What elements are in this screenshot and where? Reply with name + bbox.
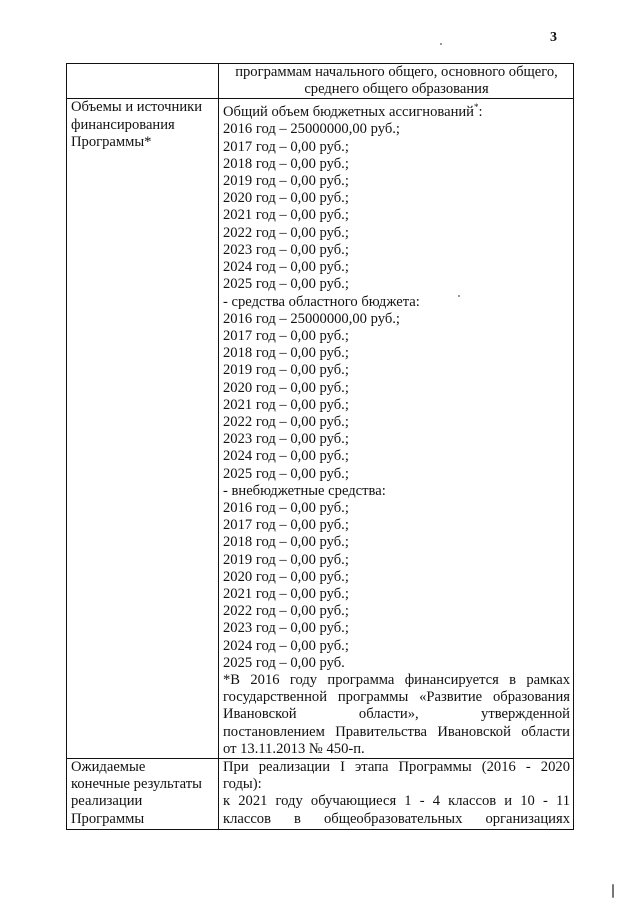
- footnote-last-line: от 13.11.2013 № 450-п.: [223, 740, 365, 757]
- regional-line: 2020 год – 0,00 руб.;: [223, 379, 349, 396]
- regional-heading: - средства областного бюджета:: [223, 293, 420, 310]
- table-row: [67, 758, 574, 829]
- footnote-line: постановлением Правительства Ивановской области: [223, 723, 570, 740]
- row2-left-cell: [67, 99, 219, 759]
- table-row: [67, 99, 574, 759]
- total-line: 2025 год – 0,00 руб.;: [223, 276, 349, 293]
- row1-line-2: среднего общего образования: [304, 81, 489, 98]
- total-line: 2024 год – 0,00 руб.;: [223, 259, 349, 276]
- total-line: 2019 год – 0,00 руб.;: [223, 173, 349, 190]
- regional-line: 2018 год – 0,00 руб.;: [223, 345, 349, 362]
- results-line: к 2021 году обучающиеся 1 - 4 классов и 10 - 11: [223, 793, 570, 810]
- total-line: 2017 год – 0,00 руб.;: [223, 138, 349, 155]
- extra-budget-line: 2025 год – 0,00 руб.: [223, 654, 345, 671]
- total-heading-mark: *: [474, 102, 479, 113]
- extra-budget-line: 2024 год – 0,00 руб.;: [223, 637, 349, 654]
- row2-left-line: Объемы и источники: [71, 99, 203, 116]
- total-heading-end: :: [478, 104, 483, 121]
- footnote-line: *В 2016 году программа финансируется в рамках: [223, 671, 570, 688]
- regional-line: 2017 год – 0,00 руб.;: [223, 327, 349, 344]
- extra-budget-line: 2018 год – 0,00 руб.;: [223, 534, 349, 551]
- footnote-line: государственной программы «Развитие образования: [223, 689, 570, 706]
- total-line: 2022 год – 0,00 руб.;: [223, 224, 349, 241]
- regional-line: 2022 год – 0,00 руб.;: [223, 413, 349, 430]
- row1-line-1: программам начального общего, основного общего,: [235, 64, 558, 80]
- row3-left-line: реализации: [71, 793, 143, 810]
- row3-left-cell: [67, 758, 219, 829]
- row3-left-line: Ожидаемые: [71, 758, 146, 775]
- regional-line: 2016 год – 25000000,00 руб.;: [223, 310, 400, 327]
- program-passport-table: [66, 63, 574, 830]
- total-line: 2018 год – 0,00 руб.;: [223, 155, 349, 172]
- total-line: 2021 год – 0,00 руб.;: [223, 207, 349, 224]
- page-number: 3: [550, 30, 557, 45]
- row3-left-line: конечные результаты: [71, 776, 202, 793]
- row3-left-line: Программы: [71, 810, 145, 827]
- extra-budget-line: 2021 год – 0,00 руб.;: [223, 585, 349, 602]
- results-line: годы):: [223, 776, 262, 793]
- extra-budget-line: 2023 год – 0,00 руб.;: [223, 620, 349, 637]
- row3-right-cell: [219, 758, 574, 829]
- extra-budget-lines: [223, 500, 570, 672]
- extra-budget-line: 2017 год – 0,00 руб.;: [223, 517, 349, 534]
- scan-speck: [458, 295, 460, 297]
- total-heading-text: Общий объем бюджетных ассигнований: [223, 104, 474, 121]
- extra-budget-line: 2022 год – 0,00 руб.;: [223, 603, 349, 620]
- regional-line: 2025 год – 0,00 руб.;: [223, 465, 349, 482]
- extra-budget-line: 2020 год – 0,00 руб.;: [223, 568, 349, 585]
- row2-left-line: Программы*: [71, 133, 152, 150]
- row2-left-line: финансирования: [71, 116, 175, 133]
- total-line: 2016 год – 25000000,00 руб.;: [223, 121, 400, 138]
- scan-speck: [612, 884, 614, 898]
- regional-line: 2024 год – 0,00 руб.;: [223, 448, 349, 465]
- regional-lines: [223, 311, 570, 483]
- row1-left-cell: [67, 64, 219, 99]
- extra-budget-line: 2019 год – 0,00 руб.;: [223, 551, 349, 568]
- table-row: [67, 64, 574, 99]
- row1-right-cell: [219, 64, 574, 99]
- extra-budget-heading: - внебюджетные средства:: [223, 482, 386, 499]
- regional-line: 2023 год – 0,00 руб.;: [223, 431, 349, 448]
- regional-line: 2021 год – 0,00 руб.;: [223, 396, 349, 413]
- row2-right-cell: [219, 99, 574, 759]
- footnote-line: Ивановской области», утвержденной: [223, 706, 570, 723]
- footnote: [223, 672, 570, 758]
- regional-line: 2019 год – 0,00 руб.;: [223, 362, 349, 379]
- scan-speck: [440, 43, 442, 45]
- results-line: При реализации I этапа Программы (2016 - 2020: [223, 758, 570, 775]
- total-lines: [223, 121, 570, 293]
- extra-budget-line: 2016 год – 0,00 руб.;: [223, 499, 349, 516]
- total-line: 2023 год – 0,00 руб.;: [223, 241, 349, 258]
- results-line: классов в общеобразовательных организациях: [223, 810, 570, 827]
- total-line: 2020 год – 0,00 руб.;: [223, 190, 349, 207]
- total-heading: [223, 99, 570, 121]
